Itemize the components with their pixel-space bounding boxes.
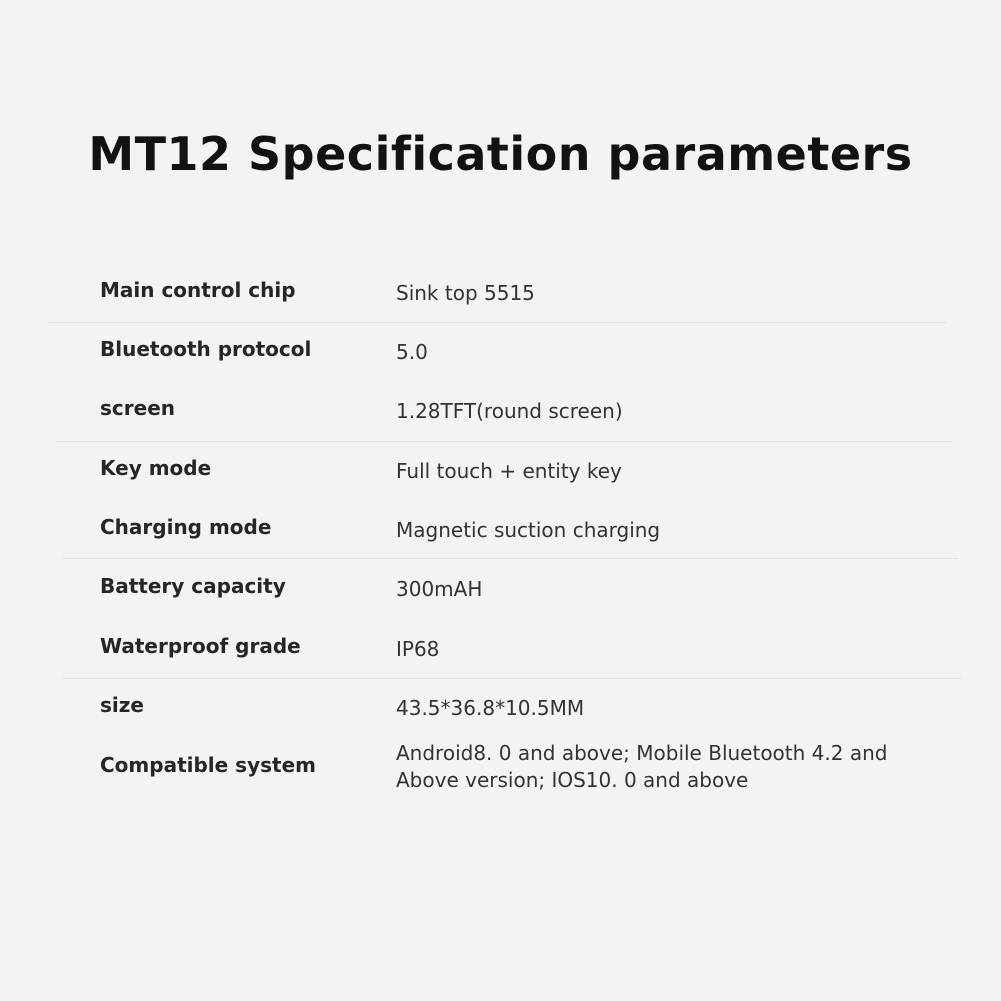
spec-value: 43.5*36.8*10.5MM [396, 696, 585, 720]
spec-label: Compatible system [100, 753, 316, 777]
spec-label: screen [100, 396, 175, 420]
spec-value-line: Above version; IOS10. 0 and above [396, 768, 749, 792]
spec-label: Key mode [100, 456, 212, 480]
spec-label: size [100, 693, 144, 717]
spec-label: Bluetooth protocol [100, 337, 312, 361]
spec-value: 5.0 [396, 340, 428, 364]
page-title: MT12 Specification parameters [88, 127, 913, 181]
spec-label: Charging mode [100, 515, 272, 539]
spec-value: 300mAH [396, 577, 483, 601]
spec-value: Magnetic suction charging [396, 518, 661, 542]
row-divider [48, 322, 946, 323]
row-divider [62, 678, 962, 679]
row-divider [56, 441, 952, 442]
spec-label: Waterproof grade [100, 634, 301, 658]
spec-label: Battery capacity [100, 574, 286, 598]
spec-label: Main control chip [100, 278, 296, 302]
spec-value-line: Android8. 0 and above; Mobile Bluetooth 4.2 and [396, 741, 888, 765]
row-divider [62, 558, 958, 559]
spec-value: Sink top 5515 [396, 281, 535, 305]
spec-value: 1.28TFT(round screen) [396, 399, 623, 423]
spec-value [396, 740, 986, 794]
spec-value: IP68 [396, 637, 440, 661]
spec-value: Full touch + entity key [396, 459, 622, 483]
